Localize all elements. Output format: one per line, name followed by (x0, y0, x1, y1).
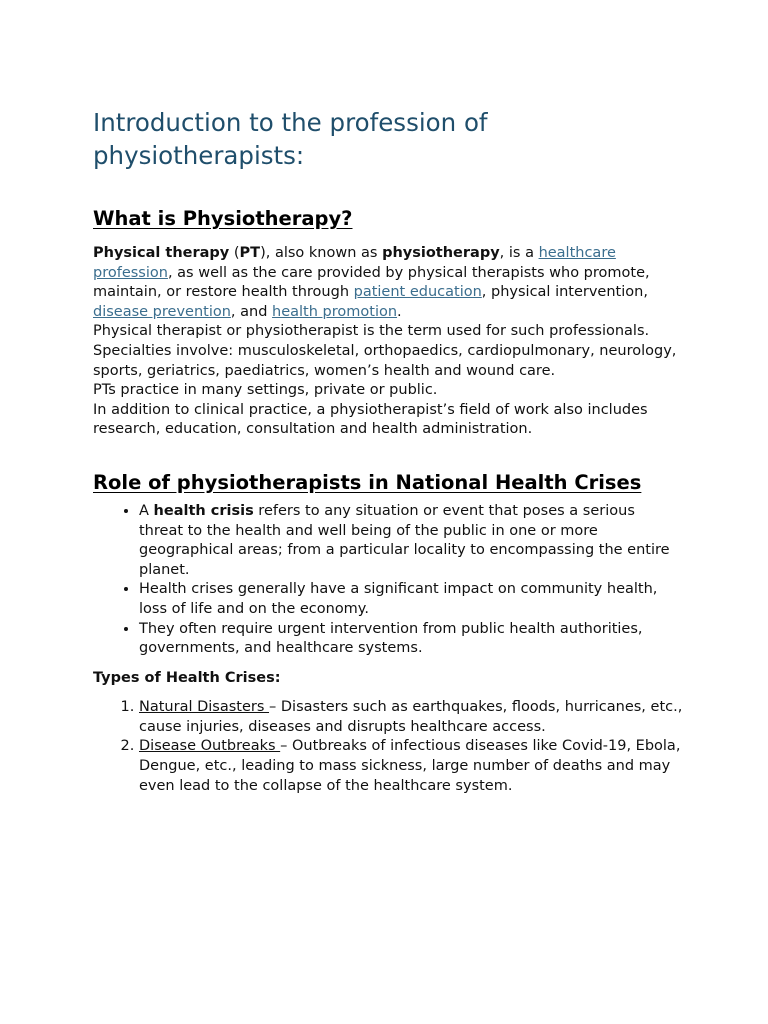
text-run: , physical intervention, (481, 284, 648, 301)
bullet-list-health-crisis (93, 502, 683, 659)
list-item: • They often require urgent intervention from public health authorities, governments, and healthcare systems. (139, 620, 683, 659)
crisis-type-description: – Outbreaks of infectious diseases like Covid-19, Ebola, Dengue, etc., leading to mass sickness, large number of deaths and may even lead to the collapse of the healthcare system. (139, 738, 681, 794)
list-item (139, 737, 683, 796)
document-title: Introduction to the profession of physiotherapists: (93, 108, 488, 170)
section-heading-role-in-health-crises: Role of physiotherapists in National Health Crises (93, 470, 642, 494)
bold-term-physiotherapy: physiotherapy (382, 245, 500, 261)
paragraph-specialties: Specialties involve: musculoskeletal, orthopaedics, cardiopulmonary, neurology, sports, geriatrics, paediatrics, women’s health and wound care. (93, 342, 677, 379)
document-body (93, 106, 683, 796)
list-item (139, 502, 683, 580)
link-health-promotion[interactable]: health promotion (272, 303, 398, 320)
text-run: . (397, 303, 402, 320)
bold-term-health-crisis: health crisis (153, 502, 254, 519)
crisis-type-description: – Disasters such as earthquakes, floods, hurricanes, etc., cause injuries, diseases and disrupts healthcare access. (139, 699, 683, 735)
paragraph-field-of-work: In addition to clinical practice, a physiotherapist’s field of work also includes research, education, consultation and health administration. (93, 401, 648, 438)
text-run: , as well as the care provided by physical therapists who promote, maintain, or restore health through (93, 264, 650, 301)
list-item (139, 698, 683, 737)
crisis-type-name: Disease Outbreaks (139, 738, 281, 755)
text-run: refers to any situation or event that poses a serious threat to the health and well being of the public in one or more geographical areas; from a particular locality to encompassing the entire planet. (139, 502, 670, 578)
list-item: • Health crises generally have a significant impact on community health, loss of life and on the economy. (139, 580, 683, 619)
link-healthcare-profession[interactable]: healthcare profession (93, 245, 616, 281)
link-disease-prevention[interactable]: disease prevention (93, 303, 231, 320)
types-of-health-crises-heading: Types of Health Crises: (93, 669, 281, 686)
section-heading-what-is-physiotherapy: What is Physiotherapy? (93, 207, 353, 230)
bold-term-physical-therapy: Physical therapy (93, 245, 230, 261)
paragraph-term-usage: Physical therapist or physiotherapist is the term used for such professionals. (93, 323, 650, 340)
numbered-list-crisis-types (93, 698, 683, 796)
paragraph-definition (93, 244, 683, 322)
text-run: ), also known as (260, 245, 383, 261)
text-run: ( (229, 245, 240, 261)
text-run: , is a (499, 245, 539, 261)
paragraph-practice-settings: PTs practice in many settings, private or public. (93, 382, 438, 399)
bold-term-pt: PT (239, 245, 261, 261)
crisis-type-name: Natural Disasters (139, 699, 270, 716)
link-patient-education[interactable]: patient education (353, 284, 482, 301)
text-run: , and (230, 303, 273, 320)
text-run: A (139, 502, 154, 519)
